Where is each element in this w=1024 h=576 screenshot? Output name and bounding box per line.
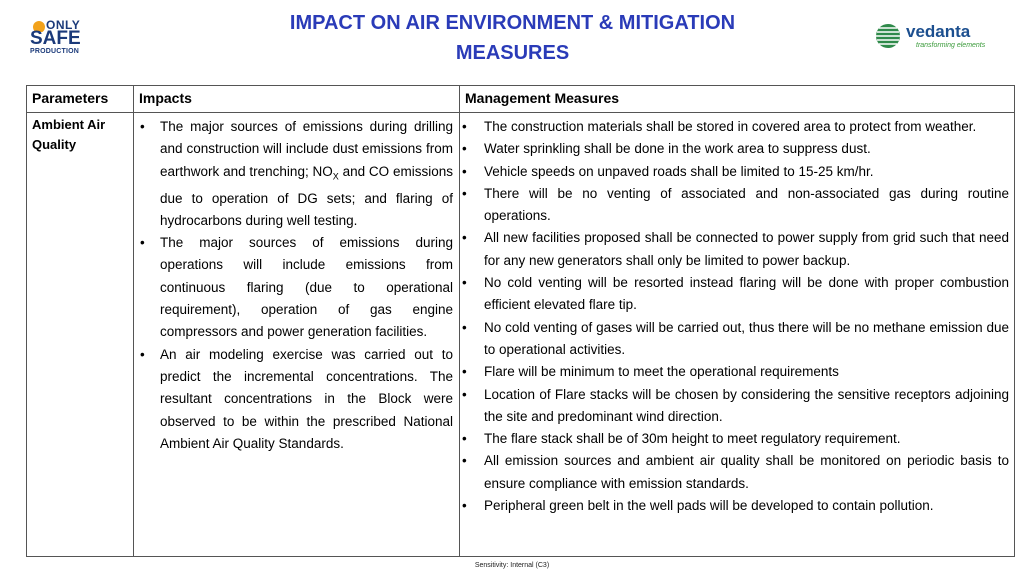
measure-item: • The flare stack shall be of 30m height to meet regulatory requirement. — [462, 428, 1009, 450]
measure-item: • All new facilities proposed shall be connected to power supply from grid such that need for any new generators shall only be limited to power backup. — [462, 227, 1009, 272]
bullet: • — [462, 386, 467, 402]
bullet: • — [140, 119, 145, 134]
impacts-cell — [134, 113, 460, 557]
impact-item: • The major sources of emissions during drilling and construction will include dust emissions from earthwork and trenching; $NO_X$ and CO emissions due to operation of DG sets; and flaring of hydrocarbons during well testing. — [140, 116, 453, 232]
page-title — [240, 8, 785, 68]
measure-item: • No cold venting of gases will be carried out, thus there will be no methane emission due to operational activities. — [462, 317, 1009, 362]
header-management-measures: Management Measures — [460, 86, 1015, 113]
measure-item: • All emission sources and ambient air quality shall be monitored on periodic basis to ensure compliance with emission standards. — [462, 450, 1009, 495]
air-impact-table — [26, 85, 1015, 557]
impacts-list — [140, 116, 453, 455]
logo-only-text: ONLY — [46, 18, 81, 32]
bullet: • — [462, 275, 467, 291]
table-row — [27, 113, 1015, 557]
measure-item: • Flare will be minimum to meet the operational requirements — [462, 361, 1009, 383]
bullet: • — [462, 498, 467, 514]
vedanta-logo — [874, 22, 1004, 52]
bullet: • — [462, 119, 467, 134]
bullet: • — [462, 319, 467, 335]
bullet: • — [462, 141, 467, 157]
only-safe-production-logo — [30, 18, 90, 58]
bullet: • — [462, 230, 467, 246]
bullet: • — [462, 163, 467, 179]
title-line-2: MEASURES — [455, 42, 570, 64]
bullet: • — [462, 431, 467, 447]
logo-safe-text: SAFE — [30, 28, 81, 49]
impact-item: • An air modeling exercise was carried out to predict the incremental concentrations. The resultant concentrations in the Block were observed to be within the prescribed National Ambient Air Quality Standards. — [140, 344, 453, 455]
impact-item: • The major sources of emissions during operations will include emissions from continuous flaring (due to operational requirement), operation of gas engine compressors and power generation facilities. — [140, 232, 453, 343]
measure-item: • Vehicle speeds on unpaved roads shall be limited to 15-25 km/hr. — [462, 161, 1009, 183]
vedanta-globe-icon — [874, 22, 902, 50]
header-parameters: Parameters — [27, 86, 134, 113]
measure-item: • Water sprinkling shall be done in the work area to suppress dust. — [462, 138, 1009, 160]
header-impacts: Impacts — [134, 86, 460, 113]
measure-item: • No cold venting will be resorted instead flaring will be done with proper combustion efficient elevated flare tip. — [462, 272, 1009, 317]
parameter-ambient-air-quality: Ambient Air Quality — [27, 113, 134, 557]
measure-item: • Location of Flare stacks will be chosen by considering the sensitive receptors adjoining the site and predominant wind direction. — [462, 384, 1009, 429]
measures-list — [462, 116, 1009, 517]
bullet: • — [462, 453, 467, 469]
title-line-1: IMPACT ON AIR ENVIRONMENT & MITIGATION — [289, 12, 736, 34]
table-header-row — [27, 86, 1015, 113]
vedanta-name: vedanta — [906, 22, 971, 41]
measure-item: • Peripheral green belt in the well pads will be developed to contain pollution. — [462, 495, 1009, 517]
measure-item: • The construction materials shall be stored in covered area to protect from weather. — [462, 116, 1009, 138]
vedanta-tagline: transforming elements — [916, 42, 986, 49]
logo-production-text: PRODUCTION — [30, 48, 80, 55]
measures-cell — [460, 113, 1015, 557]
sensitivity-label: Sensitivity: Internal (C3) — [474, 562, 550, 569]
bullet: • — [140, 346, 145, 362]
measure-item: • There will be no venting of associated and non-associated gas during routine operations. — [462, 183, 1009, 228]
bullet: • — [462, 185, 467, 201]
bullet: • — [462, 364, 467, 380]
bullet: • — [140, 235, 145, 251]
